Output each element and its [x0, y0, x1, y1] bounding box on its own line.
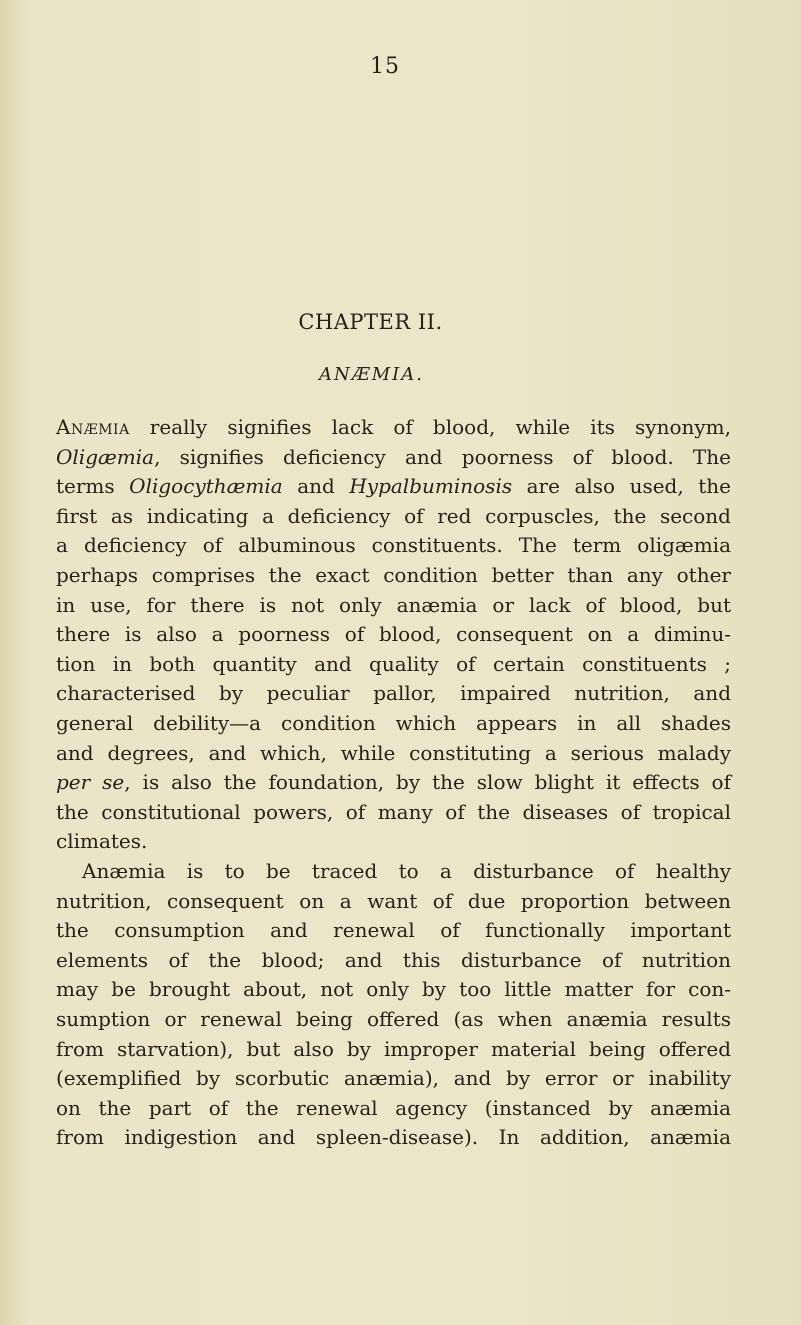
- text-run: Anæmia is to be traced to a disturbance of healthy: [82, 859, 731, 883]
- text-run: elements of the blood; and this disturbance of nutrition: [56, 947, 731, 972]
- italic-term: per se: [56, 770, 125, 795]
- text-line: [56, 590, 731, 620]
- text-line: [56, 442, 731, 472]
- text-line: [56, 412, 731, 442]
- text-run: , is also the foundation, by the slow blight it effects of: [124, 770, 731, 795]
- chapter-heading: [0, 310, 801, 334]
- page-number: 15: [370, 54, 400, 79]
- text-run: the consumption and renewal of functionally important: [56, 918, 731, 943]
- text-run: general debility—a condition which appears in all shades: [56, 711, 731, 735]
- text-line: [56, 1063, 731, 1093]
- text-run: from starvation), but also by improper material being offered: [56, 1036, 731, 1061]
- text-line: [82, 856, 731, 886]
- section-title-text: ANÆMIA.: [318, 364, 425, 385]
- text-line: [56, 1034, 731, 1064]
- text-run: perhaps comprises the exact condition better than any other: [56, 563, 731, 587]
- text-run: (exemplified by scorbutic anæmia), and by error or inability: [56, 1066, 731, 1091]
- text-line: [56, 678, 731, 708]
- small-caps-term: Anæmia: [56, 415, 130, 439]
- text-line: [56, 797, 731, 827]
- text-run: from indigestion and spleen-disease). In addition, anæmia: [56, 1125, 731, 1150]
- text-run: first as indicating a deficiency of red corpuscles, the second: [56, 503, 731, 528]
- italic-term: Hypalbuminosis: [349, 474, 513, 499]
- text-run: there is also a poorness of blood, consequent on a diminu-: [56, 622, 731, 647]
- text-line: [56, 708, 731, 738]
- text-line: [56, 886, 731, 916]
- text-run: on the part of the renewal agency (instanced by anæmia: [56, 1095, 731, 1120]
- text-run: in use, for there is not only anæmia or lack of blood, but: [56, 592, 731, 617]
- italic-term: Oligocythæmia: [129, 474, 283, 499]
- text-line: [56, 974, 731, 1004]
- text-line: [56, 649, 731, 679]
- italic-term: Oligæmia: [56, 444, 155, 469]
- text-run: tion in both quantity and quality of certain constituents ;: [56, 651, 731, 676]
- text-run: climates.: [56, 829, 148, 854]
- text-line: [56, 1004, 731, 1034]
- text-line: [56, 619, 731, 649]
- text-line: [56, 1122, 731, 1152]
- text-run: are also used, the: [512, 474, 731, 499]
- text-line: [56, 915, 731, 945]
- text-run: , signifies deficiency and poorness of blood. The: [154, 444, 731, 469]
- text-run: really signifies lack of blood, while its synonym,: [129, 415, 731, 439]
- text-run: sumption or renewal being offered (as when anæmia results: [56, 1007, 731, 1031]
- text-line: [56, 738, 731, 768]
- text-line: [56, 767, 731, 797]
- chapter-heading-text: CHAPTER II.: [298, 310, 443, 334]
- text-run: terms: [56, 474, 130, 499]
- text-run: and: [282, 474, 350, 499]
- text-line: [56, 530, 731, 560]
- text-line: [56, 471, 731, 501]
- text-run: nutrition, consequent on a want of due proportion between: [56, 888, 731, 913]
- text-line: [56, 826, 731, 856]
- text-line: [56, 945, 731, 975]
- text-run: a deficiency of albuminous constituents. The term oligæmia: [56, 533, 731, 558]
- text-line: [56, 1093, 731, 1123]
- text-run: characterised by peculiar pallor, impaired nutrition, and: [56, 681, 731, 706]
- section-title: [0, 364, 801, 385]
- text-run: may be brought about, not only by too little matter for con-: [56, 977, 731, 1002]
- text-line: [56, 501, 731, 531]
- text-run: the constitutional powers, of many of the diseases of tropical: [56, 799, 731, 824]
- text-run: and degrees, and which, while constituting a serious malady: [56, 740, 731, 765]
- text-line: [56, 560, 731, 590]
